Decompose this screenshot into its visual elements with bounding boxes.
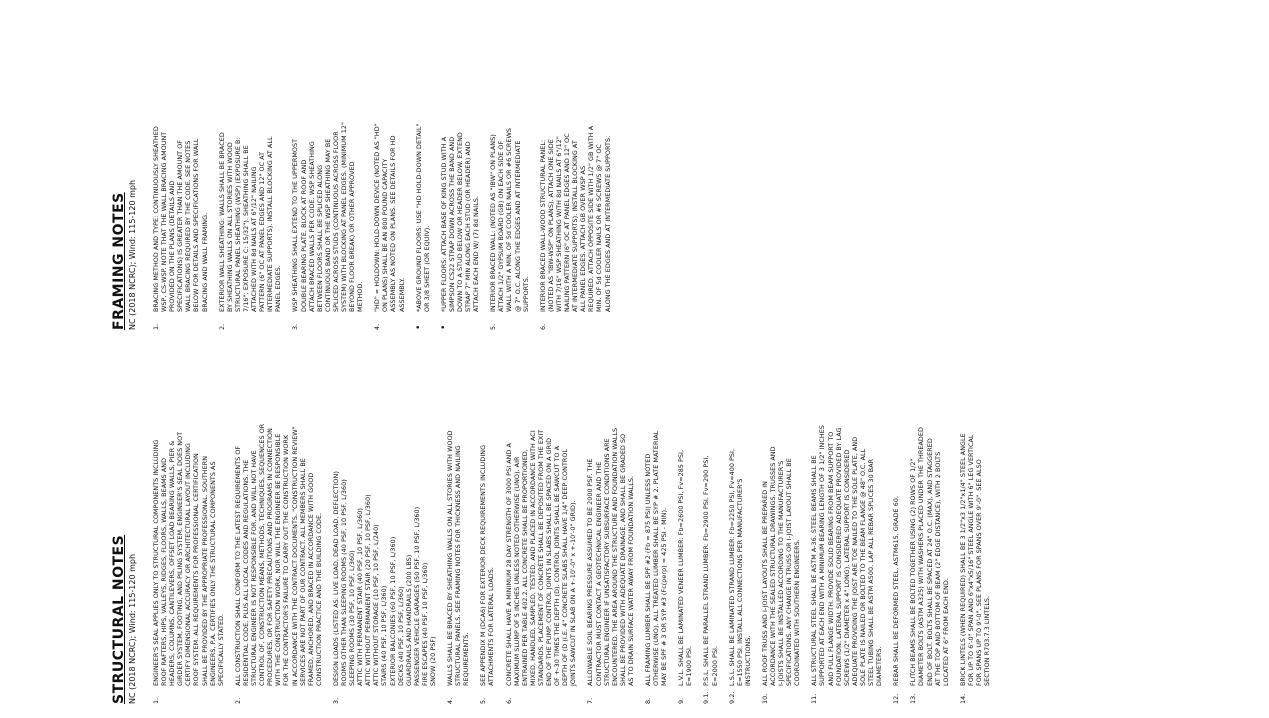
note-number: 5. xyxy=(489,323,498,330)
note-text: INTERIOR BRACED WALL-WOOD STRUCTURAL PANEL: (NOTED AS "IBW-WSP" ON PLANS). ATTACH ONE SIDE WITH 7/16" WSP SHEATHING WITH 8d NAILS AT 6"/12" NAILING PATTERN (6" OC AT PANEL EDGES AND 12" OC AT INTERMEDIATE SUPPORTS). INSTALL BLOCKING AT ALL PANEL EDGES. ATTACH GB OVER WSP AS REQUIRED. ATTACH OPPOSITE SIDE WITH 1/2" GB WITH A MIN. OF 5d COOLER NAILS OR #6 SCREWS @ 7" OC ALONG THE EDGES AND AT INTERMEDIATE SUPPORTS. xyxy=(538,125,612,312)
structural-note xyxy=(446,364,470,704)
note-number: 9. xyxy=(677,697,686,704)
note-number: 2. xyxy=(217,323,226,330)
bullet-icon: • xyxy=(438,324,449,330)
note-text: ALL CONSTRUCTION SHALL CONFORM TO THE LATEST REQUIREMENTS OF RESIDENTIAL CODE, PLUS ALL LOCAL CODES AND REGULATIONS. THE STRUCTURAL ENGINEER IS NOT RESPONSIBLE FOR, AND WILL NOT HAVE CONTROL OF, CONSTRUCTION MEANS, METHODS, TECHNIQUES, SEQUENCES OR PROCEDURES, OR FOR SAFETY PRECAUTIONS AND PROGRAMS IN CONNECTION WITH THE CONSTRUCTION WORK, NOR WILL THE ENGINEER BE RESPONSIBLE FOR THE CONTRACTOR'S FAILURE TO CARRY OUT THE CONSTRUCTION WORK IN ACCORDANCE WITH THE CONTRACT DOCUMENTS. "CONSTRUCTION REVIEW" SERVICES ARE NOT PART OF OUR CONTRACT. ALL MEMBERS SHALL BE FRAMED, ANCHORED, AND BRACED IN ACCORDANCE WITH GOOD CONSTRUCTION PRACTICE AND THE BUILDING CODE. xyxy=(233,423,323,686)
note-number: 9.2. xyxy=(727,691,736,704)
note-number: 12. xyxy=(892,693,901,704)
note-text: SEE APPENDIX M (DCA6) FOR EXTERIOR DECK REQUIREMENTS INCLUDING ATTACHMENTS FOR LATERAL LOADS. xyxy=(479,444,496,686)
note-number: 9.1. xyxy=(702,691,711,704)
structural-note xyxy=(702,364,718,704)
structural-note xyxy=(152,364,225,704)
note-number: 8. xyxy=(643,697,652,704)
framing-notes-list xyxy=(152,30,612,330)
framing-note xyxy=(152,30,209,330)
note-text: *ABOVE GROUND FLOORS: USE "HD HOLD-DOWN DETAIL" OR 3/8 SHEET (OR EQUIV). xyxy=(414,123,431,312)
framing-notes-title: FRAMING NOTES xyxy=(111,192,127,330)
bullet-icon: • xyxy=(413,324,424,330)
note-text: EXTERIOR WALL SHEATHING: WALLS SHALL BE BRACED BY SHEATHING WALLS ON ALL STORIES WITH WOOD STRUCTURAL PANEL SHEATHING (WSP) (EXPOSURE B: 7/16"; EXPOSURE C: 15/32"). SHEATHING SHALL BE ATTACHED WITH 8d NAILS AT 6"/12" NAILING PATTERN (6" OC AT PANEL EDGES AND 12" OC AT INTERMEDIATE SUPPORTS). INSTALL BLOCKING AT ALL PANEL EDGES. xyxy=(217,132,283,312)
structural-note xyxy=(677,364,693,704)
structural-note xyxy=(909,364,949,704)
note-text: ENGINEER'S SEAL APPLIES ONLY TO STRUCTURAL COMPONENTS INCLUDING ROOF RAFTERS, HIPS, VALLEYS, RIDGES, FLOORS, WALLS, BEAMS AND HEADERS, COLUMNS, CANTILEVERS, OFFSET LOAD BEARING WALLS, PIER & GIRDER SYSTEM, FOOTING, AND PILING SYSTEM. ENGINEER'S SEAL DOES NOT CERTIFY DIMENSIONAL ACCURACY OR ARCHITECTURAL LAYOUT INCLUDING ROOF SYSTEM. ALL REQUIREMENTS FOR PROFESSIONAL CERTIFICATION SHALL BE PROVIDED BY THE APPROPRIATE PROFESSIONAL. SOUTHERN ENGINEERS, P.A. CERTIFIES ONLY THE STRUCTURAL COMPONENTS AS SPECIFICALLY STATED. xyxy=(152,431,225,686)
note-number: 6. xyxy=(504,697,513,704)
note-text: CONCRETE SHALL HAVE A MINIMUM 28 DAY STRENGTH OF 3000 PSI AND A MAXIMUM SLUMP OF 5 INCHES UNLESS NOTED OTHERWISE (UNO). AIR ENTRAINED PER TABLE 402.2. ALL CONCRETE SHALL BE PROPORTIONED, MIXED, HANDLED, SAMPLED, TESTED, AND PLACED IN ACCORDANCE WITH ACI STANDARDS. PLACEMENT OF CONCRETE SHALL BE DEPOSITED FROM THE EXIT END OF THE PUMP. CONTROL JOINTS IN SLABS SHALL BE SPACED ON A GRID OF +-30 TIMES THE DEPTH (D). CONTROL JOINTS SHALL BE SAWCUT TO A DEPTH OF (D (I.E. 4" CONCRETE SLABS SHALL HAVE 1/4" DEEP CONTROL JOINTS SAWCUT IN SLAB ON A +-10'-0" x +-10'-0" GRID). xyxy=(504,429,578,686)
note-text: L.S.L. SHALL BE LAMINATED STRAND LUMBER: Fb=2250 PSI, Fv=400 PSI, E=1550 PSI. INSTALL ALL CONNECTIONS PER MANUFACTURER'S INSTRUCTIONS. xyxy=(727,448,752,686)
structural-code-line: NC (2018 NCRC); Wind: 115-120 mph xyxy=(128,553,137,704)
note-number: 14. xyxy=(958,693,967,704)
structural-note xyxy=(810,364,883,704)
note-text: *UPPER FLOORS: ATTACH BASE OF KING STUD WITH A SIMPSON CS22 STRAP DOWN ACROSS THE BAND AND DOWN TO A STUD BELOW OR HEADER BELOW. EXTEND STRAP 7" MIN ALONG EACH STUD (OR HEADER) AND ATTACH EACH END W/ (7) 8d NAILS. xyxy=(439,132,481,312)
note-text: ALLOWABLE SOIL BEARING PRESSURE ASSUMED TO BE 2000 PSF. THE CONTRACTOR MUST CONTACT A GEOTECHNICAL ENGINEER AND THE STRUCTURAL ENGINEER IF UNSATISFACTORY SUBSURFACE CONDITIONS ARE ENCOUNTERED. THE AREA AROUND THE STRUCTURE AND FOUNDATION WALLS SHALL BE PROVIDED WITH ADEQUATE DRAINAGE, AND SHALL BE GRADED SO AS TO DRAIN SURFACE WATER AWAY FROM FOUNDATION WALLS. xyxy=(586,427,635,686)
note-number: 1. xyxy=(152,323,160,330)
structural-notes-list xyxy=(152,364,991,704)
note-text: P.S.L. SHALL BE PARALLEL STRAND LUMBER: Fb=2900 PSI, Fv=290 PSI, E=2000 PSI. xyxy=(702,455,719,686)
note-text: BRACING METHOD AND TYPE: CONTINUOUSLY SHEATHED WSP, CS-WSP. NOTE THAT THE WALL BRACING AMOUNT PROVIDED ON THE PLANS (DETAILS AND SPECIFICATIONS) IS GREATER THAN THE AMOUNT OF WALL BRACING REQUIRED BY THE CODE. SEE NOTES BELOW FOR DETAILS AND SPECIFICATIONS FOR WALL BRACING AND WALL FRAMING. xyxy=(152,126,209,312)
note-number: 3. xyxy=(291,323,300,330)
note-number: 10. xyxy=(760,693,769,704)
note-number: 3. xyxy=(331,697,340,704)
note-number: 6. xyxy=(538,323,547,330)
note-text: WALLS SHALL BE BRACED BY SHEATHING WALLS ON ALL STORIES WITH WOOD STRUCTURAL PANELS. SEE FRAMING NOTES FOR THICKNESS AND NAILING REQUIREMENTS. xyxy=(446,430,471,686)
note-text: FLITCH BEAMS SHALL BE BOLTED TOGETHER USING (2) ROWS OF 1/2" DIAMETER BOLTS (ASTM A325) WITH WASHERS PLACED UNDER THE THREADED END OF BOLT. BOLTS SHALL BE SPACED AT 24" O.C. (MAX), AND STAGGERED AT THE TOP AND BOTTOM OF BEAM (2" EDGE DISTANCE), WITH 2 BOLTS LOCATED AT 6" FROM EACH END. xyxy=(909,427,950,686)
structural-note xyxy=(761,364,801,704)
structural-note xyxy=(728,364,752,704)
note-number: 7. xyxy=(586,697,595,704)
structural-note xyxy=(644,364,668,704)
structural-notes-title: STRUCTURAL NOTES xyxy=(111,534,127,704)
note-text: REBAR SHALL BE DEFORMED STEEL, ASTM615, GRADE 60. xyxy=(892,495,901,686)
note-number: 13. xyxy=(909,693,918,704)
note-text: "HD" = HOLDOWN: HOLD-DOWN DEVICE (NOTED AS "HD" ON PLANS) SHALL BE AN 800 POUND CAPACITY ASSEMBLY AS NOTED ON PLANS. SEE DETAILS FOR HD ASSEMBLY. xyxy=(373,123,406,312)
note-text: ALL FRAMING LUMBER SHALL BE SPF #2 (Fb = 875 PSI) UNLESS NOTED OTHERWISE (UNO). ALL TREATED LUMBER SHALL BE SYP # 2. PLATE MATERIAL MAY BE SPF # 3 OR SYP #3 (Fc(perp) = 425 PSI - MIN). xyxy=(643,430,669,686)
framing-note xyxy=(291,30,364,330)
framing-note xyxy=(539,30,612,330)
note-number: 4. xyxy=(446,697,455,704)
framing-note xyxy=(218,30,283,330)
note-text: ALL STRUCTURAL STEEL SHALL BE ASTM A-36. STEEL BEAMS SHALL BE SUPPORTED AT EACH END WITH A MINIMUM BEARING LENGTH OF 3 1/2" INCHES AND FULL FLANGE WIDTH. PROVIDE SOLID BEARING FROM BEAM SUPPORT TO FOUNDATION. LATERAL SUPPORT IS CONSIDERED ADEQUATE PROVIDED BY LAG SCREWS (1/2" DIAMETER x 4" LONG). LATERAL SUPPORT IS CONSIDERED ADEQUATE PROVIDING THE JOIST ARE TOE NAILED TO THE SOLE PLATE, AND SOLE PLATE IS NAILED OR BOLTED TO THE BEAM FLANGE @ 48" O.C. ALL STEEL TUBING SHALL BE ASTM A500. LAP ALL REBAR SPLICES 30 BAR DIAMETERS. xyxy=(810,425,884,686)
note-number: 4. xyxy=(373,323,382,330)
structural-note xyxy=(332,364,437,704)
note-text: DESIGN LOADS (LISTED AS: LIVE LOAD, DEAD LOAD, DEFLECTION) ROOMS OTHER THAN SLEEPING ROOMS (40 PSF, 10 PSF, L/360) SLEEPING ROOMS (30 PSF, 10 PSF, L/360) ATTIC WITH PERMANENT STAIR (40 PSF, 10 PSF, L/360) ATTIC WITHOUT PERMANENT STAIR (20 PSF, 10 PSF, L/360) ATTIC WITHOUT STORAGE (10 PSF, 10 PSF, L/240) STAIRS (40 PSF, 10 PSF, L/360) EXTERIOR BALCONIES (60 PSF, 10 PSF, L/360) DECKS (40 PSF, 10 PSF, L/360) GUARDRAILS AND HANDRAILS (200 LBS) PASSENGER VEHICLE GARAGES (50 PSF, 10 PSF, L/360) FIRE ESCAPES (40 PSF, 10 PSF, L/360) SNOW (20 PSF) xyxy=(331,471,437,686)
framing-note xyxy=(373,30,405,330)
note-text: INTERIOR BRACED WALL: (NOTED AS "IBW" ON PLANS) ATTACH 1/2" GYPSUM BOARD (GB) ON EACH SIDE OF WALL WITH A MIN. OF 5d COOLER NAILS OR #6 SCREWS @ 7" O.C. ALONG THE EDGES AND AT INTERMEDIATE SUPPORTS. xyxy=(489,128,530,312)
framing-notes-section xyxy=(112,30,621,330)
structural-note xyxy=(479,364,495,704)
note-text: ALL ROOF TRUSS AND I-JOIST LAYOUTS SHALL BE PREPARED IN ACCORDANCE WITH THE SEALED STRUCTURAL DRAWINGS. TRUSSES AND I-JOISTS SHALL BE INSTALLED ACCORDING TO THE MANUFACTURER'S SPECIFICATIONS. ANY CHANGE IN TRUSS OR I-JOIST LAYOUT SHALL BE COORDINATED WITH SOUTHERN ENGINEERS. xyxy=(760,446,802,686)
framing-note xyxy=(415,30,431,330)
framing-note xyxy=(489,30,529,330)
structural-note xyxy=(586,364,635,704)
note-number: 5. xyxy=(479,697,488,704)
note-number: 11. xyxy=(810,693,819,704)
structural-note xyxy=(505,364,578,704)
structural-note xyxy=(892,364,900,704)
framing-code-line: NC (2018 NCRC); Wind: 115-120 mph xyxy=(128,179,137,330)
structural-note xyxy=(234,364,323,704)
structural-notes-section xyxy=(112,364,1000,704)
structural-note xyxy=(959,364,991,704)
note-text: L.V.L. SHALL BE LAMINATED VENEER LUMBER: Fb=2600 PSI, Fv=285 PSI, E=1900 PSI. xyxy=(677,449,694,686)
note-number: 2. xyxy=(233,697,242,704)
note-number: 1. xyxy=(152,697,160,704)
note-text: BRICK LINTELS (WHEN REQUIRED) SHALL BE 3 1/2"x3 1/2"x1/4" STEEL ANGLE FOR UP TO 6'-0" SPAN AND 6"x4"x5/16" STEEL ANGLE WITH 6" LEG VERTICAL FOR SPANS UP TO 9'-0". SEE PLANS FOR SPANS OVER 9'-0". SEE ALSO SECTION R703.7.3 LINTELS. xyxy=(958,433,992,686)
framing-note xyxy=(440,30,480,330)
note-text: WSP SHEATHING SHALL EXTEND TO THE UPPERMOST DOUBLE BEARING PLATE. BLOCK AT ROOF AND ATTACH BRACED WALLS PER CODE. WSP SHEATHING BETWEEN FLOORS SHALL BE SPLICED ALONG CONTINUOUS BAND OR THE WSP SHEATHING MAY BE SPLICED ACROSS STUDS (CONTINUOUS ACROSS FLOOR SYSTEM) WITH BLOCKING AT PANEL EDGES. (MINIMUM 12" BEYOND FLOOR BREAK) OR OTHER APPROVED METHOD. xyxy=(291,122,365,312)
